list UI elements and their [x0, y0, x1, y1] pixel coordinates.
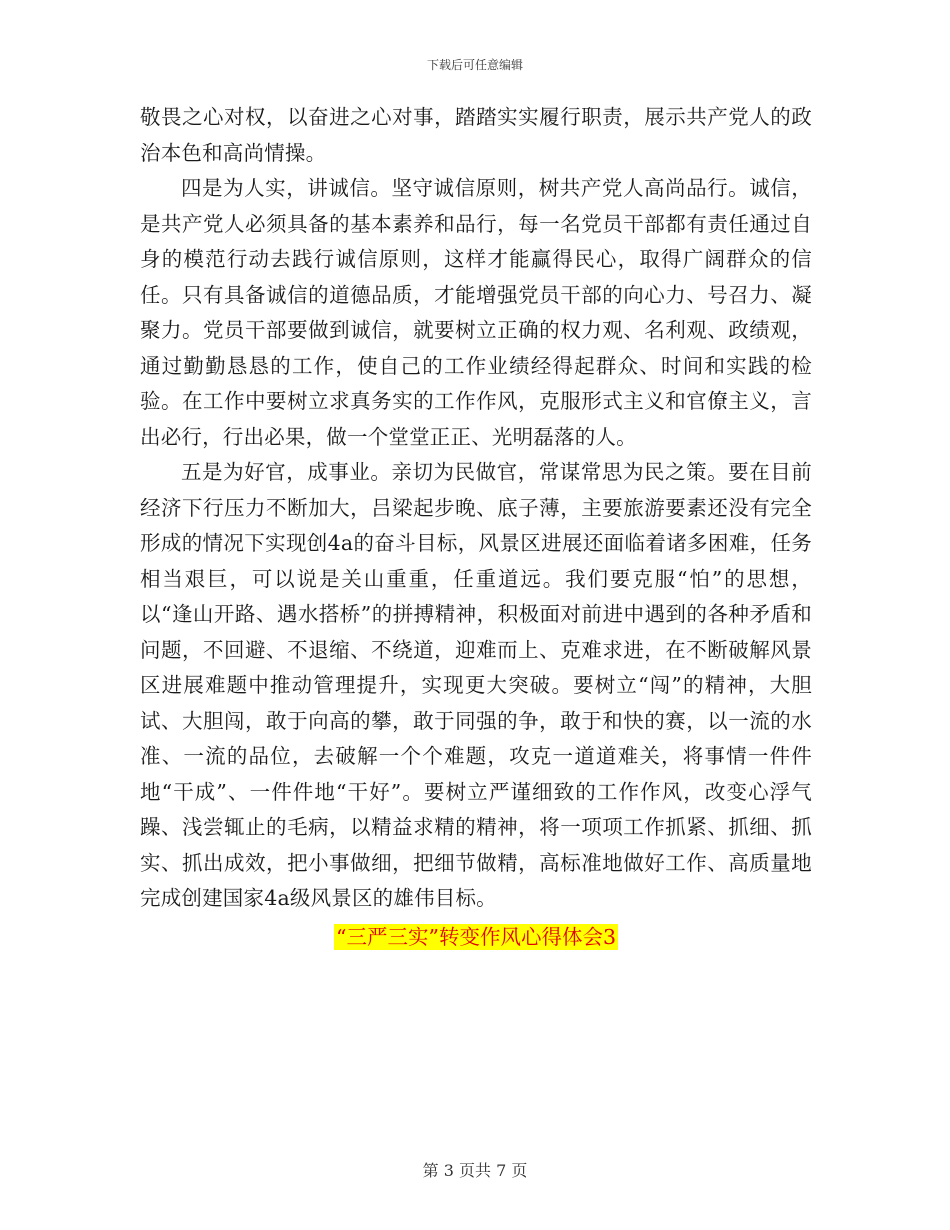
- paragraph-point-five: 五是为好官，成事业。亲切为民做官，常谋常思为民之策。要在目前经济下行压力不断加大，吕梁起步晚、底子薄，主要旅游要素还没有完全形成的情况下实现创4a的奋斗目标，风景区进展还面临着诸多困难，任务相当艰巨，可以说是关山重重，任重道远。我们要克服“怕”的思想，以“逢山开路、遇水搭桥”的拼搏精神，积极面对前进中遇到的各种矛盾和问题，不回避、不退缩、不绕道，迎难而上、克难求进，在不断破解风景区进展难题中推动管理提升，实现更大突破。要树立“闯”的精神，大胆试、大胆闯，敢于向高的攀，敢于同强的争，敢于和快的赛，以一流的水准、一流的品位，去破解一个个难题，攻克一道道难关，将事情一件件地“干成”、一件件地“干好”。要树立严谨细致的工作作风，改变心浮气躁、浅尝辄止的毛病，以精益求精的精神，将一项项工作抓紧、抓细、抓实、抓出成效，把小事做细，把细节做精，高标准地做好工作、高质量地完成创建国家4a级风景区的雄伟目标。: [140, 460, 812, 910]
- section-heading: [140, 920, 812, 954]
- section-heading-text: “三严三实”转变作风心得体会3: [335, 924, 616, 949]
- paragraph-continuation: 敬畏之心对权，以奋进之心对事，踏踏实实履行职责，展示共产党人的政治本色和高尚情操。: [140, 105, 812, 165]
- paragraph-point-four: 四是为人实，讲诚信。坚守诚信原则，树共产党人高尚品行。诚信，是共产党人必须具备的基本素养和品行，每一名党员干部都有责任通过自身的模范行动去践行诚信原则，这样才能赢得民心，取得广阔群众的信任。只有具备诚信的道德品质，才能增强党员干部的向心力、号召力、凝聚力。党员干部要做到诚信，就要树立正确的权力观、名利观、政绩观，通过勤勤恳恳的工作，使自己的工作业绩经得起群众、时间和实践的检验。在工作中要树立求真务实的工作作风，克服形式主义和官僚主义，言出必行，行出必果，做一个堂堂正正、光明磊落的人。: [140, 176, 812, 449]
- document-body: [140, 100, 812, 954]
- page-number: 第 3 页共 7 页: [422, 1161, 528, 1180]
- download-note: 下载后可任意编辑: [426, 58, 523, 72]
